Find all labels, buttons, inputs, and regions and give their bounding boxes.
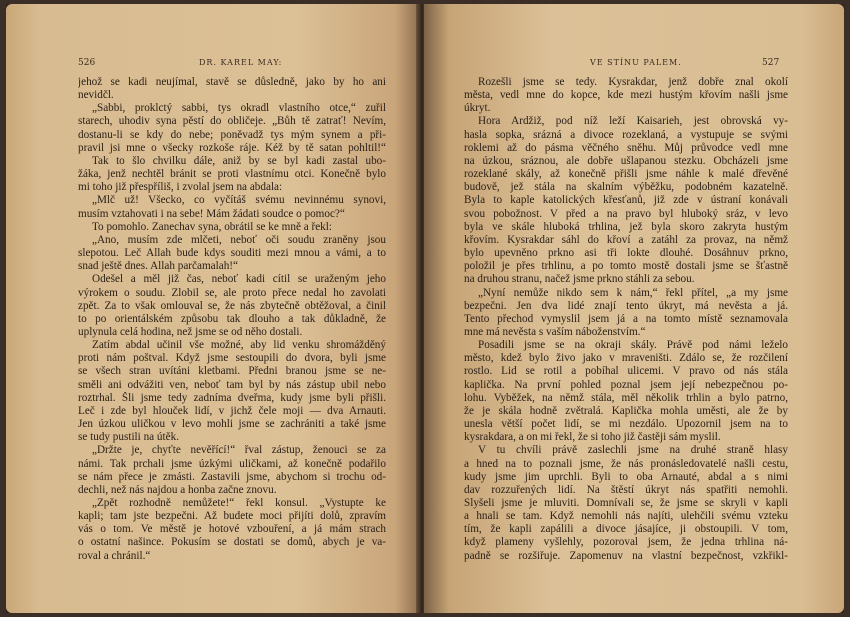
text-line: kapli; tam jste bezpečni. Až budete moci přijíti dolů, zpravím	[78, 510, 386, 523]
text-line: směli ani odvážiti ven, neboť tam byl by nás zástup ubil nebo	[78, 378, 386, 391]
text-line: „Sabbi, proklctý sabbi, tys okradl vlastního otce,“ zuřil	[92, 102, 386, 115]
running-head-right: VE STÍNU PALEM.	[590, 58, 682, 67]
text-line: úkryt.	[464, 102, 491, 115]
text-line: pravil jsi mne o všecky rozkoše ráje. Kéž by tě satan pohltil!“	[78, 141, 386, 154]
text-line: nevidčl.	[78, 89, 114, 102]
text-line: kudy jsme jim uprchli. Byli to oba Arnauté, abdal a s nimi	[464, 470, 788, 483]
text-line: proti nám poštval. Když jsme sestoupili do dvora, byli jsme	[78, 352, 386, 365]
text-line: dav rozzuřených lidí. Na štěstí úkryt nás spatřiti nemohli.	[464, 483, 788, 496]
text-line: se nám přece je zmásti. Zastavili jsme, abychom si trochu od-	[78, 470, 386, 483]
text-line: „Ano, musím zde mlčeti, neboť oči soudu zraněny jsou	[92, 233, 386, 246]
text-line: „Nyní nemůže nikdo sem k nám,“ řekl přítel, „a my jsme	[478, 286, 788, 299]
text-line: jehož se kadi neujímal, stavě se důsledně, jako by ho ani	[78, 76, 386, 88]
text-line: výrokem o soudu. Zlobil se, ale proto přece nedal ho zavolati	[78, 286, 386, 299]
text-line: že je skála hodně zvětralá. Kaplička mohla uměsti, ale že by	[464, 404, 788, 417]
text-line: svou pobožnost. V před a na pravo byl hluboký sráz, v levo	[464, 207, 788, 220]
text-line: roklemi až do pásma věčného sněhu. Můj průvodce vedl mne	[464, 141, 788, 154]
text-line: hasla sopka, srázná a divoce rozeklaná, a vystupuje se svými	[464, 128, 788, 141]
text-line: vás o tom. Ve městě je hotové vzbouření, a já mám strach	[78, 523, 386, 536]
text-line: města, vedl mne do kopce, kde mezi hustým křovím našli jsme	[464, 89, 788, 102]
text-line: Tento přechod vymyslil jsem já a na tomto místě seznamovala	[464, 312, 788, 325]
text-line: žáka, jenž nechtěl bránit se proti vlastnímu otci. Konečně bylo	[78, 168, 386, 181]
text-line: se všech stran uvítáni kletbami. Předni branou jsme se ne-	[78, 365, 386, 378]
text-line: roval a chránil.“	[78, 549, 151, 562]
text-line: mne má nevěsta s vaším náboženstvím.“	[464, 325, 646, 338]
text-line: Byla to kaple katolických křesťanů, již zde v ústraní konávali	[464, 194, 788, 207]
right-page	[424, 4, 844, 613]
text-line: a hnali se tam. Když nemohli nás najíti, ulehčili svému vzteku	[464, 510, 788, 523]
text-line: o ostatní našince. Pokusím se dostati se domů, abych je va-	[78, 536, 386, 549]
text-line: bylo upevněno prkno asi tři lokte dlouhé. Dosáhnuv prkno,	[464, 247, 788, 260]
text-line: snad ještě dnes. Allah parčamalah!“	[78, 260, 238, 273]
text-line: a hned na to poznali jsme, že nás pronásledovatelé našli cestu,	[464, 457, 788, 470]
text-line: mi toho již přespříliš, i zvolal jsem na abdala:	[78, 181, 283, 194]
text-line: To pomohlo. Zanechav syna, obrátil se ke mně a řekl:	[92, 220, 332, 233]
page-number-left: 526	[78, 58, 96, 68]
text-line: kysrakdara, a on mi řekl, že si toho již častěji sám myslil.	[464, 431, 721, 444]
text-line: roztrhal. Šli jsme tedy zadníma dveřma, kudy jsme byli přišli.	[78, 391, 386, 404]
text-line: Hora Ardžiž, pod níž leží Kaisarieh, jest obrovská vy-	[478, 115, 788, 128]
text-line: „Držte je, chyťte nevěřící!“ řval zástup, ženouci se za	[92, 444, 386, 457]
text-line: když plameny vyšlehly, pozoroval jsem, že jedna trhlina ná-	[464, 536, 788, 549]
text-line: unesla větší počet lidí, se mi nezdálo. Upozornil jsem na to	[464, 418, 788, 431]
text-line: musím vztahovati i na sebe! Mám žádati soudce o pomoc?“	[78, 207, 345, 220]
text-line: byla ve skále hluboká trhlina, jež byla skoro zakryta hustým	[464, 220, 788, 233]
text-line: křovím. Kysrakdar sáhl do křoví a zatáhl za provaz, na němž	[464, 233, 788, 246]
text-line: to po orientálském způsobu tak dlouho a tak důkladně, že	[78, 312, 386, 325]
running-head-left: DR. KAREL MAY:	[199, 58, 283, 67]
text-line: budově, jež stála na skalním výběžku, podobném kazatelně.	[464, 181, 788, 194]
text-line: zpět. Za to však omlouval se, že nás zbytečně obtěžoval, a činil	[78, 299, 386, 312]
text-line: se tudy pustili na útěk.	[78, 431, 179, 444]
text-line: Zatím abdal učinil vše možné, aby lid venku shromážděný	[92, 339, 386, 352]
text-line: Rozešli jsme se tedy. Kysrakdar, jenž dobře znal okolí	[478, 76, 788, 88]
text-line: padně se rozšiřuje. Zapomenuv na vlastní bezpečnost, vzkřikl-	[464, 549, 788, 562]
text-line: V tu chvíli právě zaslechli jsme na druhé straně hlasy	[478, 444, 788, 457]
text-line: rozeklané skály, až konečně přišli jsme náhle k malé dřevěné	[464, 168, 788, 181]
left-page	[6, 4, 420, 613]
open-book	[6, 4, 844, 613]
text-line: „Mlč už! Všecko, co vyčítáš svému nevinnému synovi,	[92, 194, 386, 207]
text-line: námi. Tak prchali jsme úzkými uličkami, až konečně podařilo	[78, 457, 386, 470]
text-line: kaplička. Na první pohled poznal jsem její nebezpečnou po-	[464, 378, 788, 391]
text-line: Slyšeli jsme je mluviti. Domnívali se, že jsme se skryli v kapli	[464, 497, 788, 509]
right-page-text	[464, 76, 788, 563]
text-line: slepotou. Leč Allah bude kdys souditi mezi mnou a vámi, a to	[78, 247, 386, 260]
page-number-right: 527	[762, 58, 780, 68]
text-line: město, kdež bylo živo jako v mraveništi. Zdálo se, že rozčilení	[464, 352, 788, 365]
text-line: na druhou stranu, načež jsme prkno stáhli za sebou.	[464, 273, 695, 286]
text-line: tím, že kapli zapálili a divoce jásajíce, ji obstoupili. V tom,	[464, 523, 788, 536]
text-line: dechli, než nás najdou a honba začne znovu.	[78, 483, 277, 496]
text-line: dostanu-li se kdy do nebe; poněvadž tys mým synem a při-	[78, 128, 386, 141]
text-line: na úzkou, sráznou, ale dobře ušlapanou stezku. Obcházeli jsme	[464, 154, 788, 167]
text-line: uplynula celá hodina, než jsme se od něho dostali.	[78, 325, 303, 338]
text-line: položil je přes trhlinu, a po tomto mostě dostali jsme se šťastně	[464, 260, 788, 273]
text-line: Leč i zde byl hlouček lidí, v jichž čele moji — dva Arnauti.	[78, 404, 386, 417]
text-line: Odešel a měl již čas, neboť kadi cítil se uraženým jeho	[92, 273, 386, 286]
text-line: rostlo. Lid se rotil a pobíhal ulicemi. V pravo od nás stála	[464, 365, 788, 378]
text-line: lohu. Vyběžek, na němž stála, měl několik trhlin a bylo patrno,	[464, 391, 788, 404]
text-line: Posadili jsme se na okraji skály. Právě pod námi leželo	[478, 339, 788, 352]
left-page-text	[78, 76, 386, 563]
text-line: Tak to šlo chvilku dále, aniž by se byl kadi zastal ubo-	[92, 154, 386, 167]
text-line: starech, uhodiv syna pěstí do obličeje. „Bůh tě zatrať! Nevím,	[78, 115, 386, 128]
text-line: „Zpět rozhodně nemůžete!“ řekl konsul. „Vystupte ke	[92, 497, 386, 509]
text-line: bezpečni. Jen dva lidé znají tento úkryt, má nevěsta a já.	[464, 299, 788, 312]
text-line: Jen úzkou uličkou v levo mohli jsme se zachrániti a také jsme	[78, 418, 386, 431]
